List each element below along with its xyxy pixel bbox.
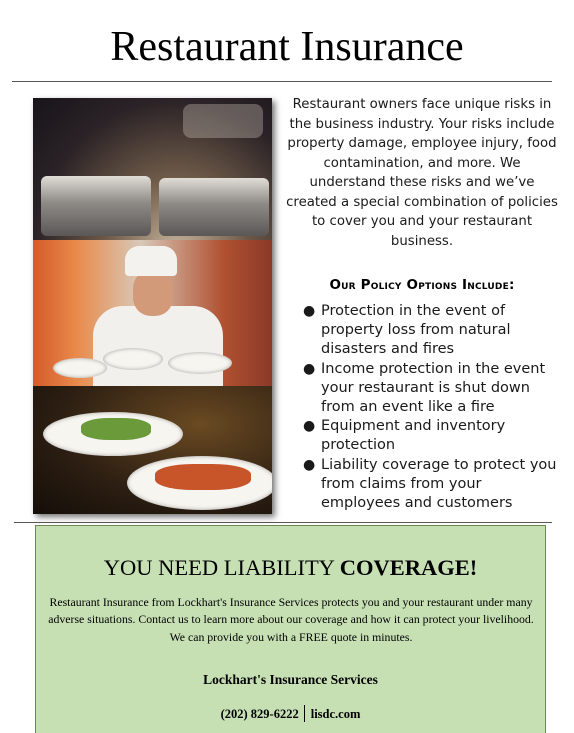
bullet-icon: ● xyxy=(303,303,316,319)
top-divider xyxy=(12,81,552,82)
list-item: ● Equipment and inventory protection xyxy=(303,418,506,454)
section-divider xyxy=(14,522,552,523)
bullet-icon: ● xyxy=(303,456,316,473)
phone-number: (202) 829-6222 xyxy=(220,707,299,721)
page-title: Restaurant Insurance xyxy=(110,24,464,70)
company-name: Lockhart's Insurance Services xyxy=(203,672,378,687)
bullet-icon: ● xyxy=(303,418,316,435)
served-dishes-photo xyxy=(33,386,272,514)
website-link[interactable]: lisdc.com xyxy=(310,707,361,721)
intro-paragraph: Restaurant owners face unique risks in the business industry. Your risks include property damage, employee injury, food contamination, and more. We understand these risks and we’ve created a special combination of policies to cover you and your restaurant business. xyxy=(286,97,558,249)
contact-separator xyxy=(304,705,305,722)
policy-options-list xyxy=(303,302,565,513)
bullet-icon: ● xyxy=(303,360,316,377)
callout-body: Restaurant Insurance from Lockhart's Insurance Services protects you and your restaurant under many adverse situations. Contact us to learn more about our coverage and how it can protect your livelihood. We can provide you with a FREE quote in minutes. xyxy=(48,595,534,644)
list-item: ● Protection in the event of property loss from natural disasters and fires xyxy=(303,303,511,358)
list-item: ● Income protection in the event your restaurant is shut down from an event like a fire xyxy=(303,360,546,416)
contact-line xyxy=(36,705,545,722)
list-item: ● Liability coverage to protect you from claims from your employees and customers xyxy=(303,456,557,512)
callout-heading: YOU NEED LIABILITY COVERAGE! xyxy=(103,555,478,580)
liability-callout-box xyxy=(35,525,546,733)
policy-heading: Our Policy Options Include: xyxy=(329,277,515,293)
chef-plating-photo xyxy=(33,240,272,386)
kitchen-pots-photo xyxy=(33,98,272,240)
photo-collage xyxy=(33,98,272,514)
